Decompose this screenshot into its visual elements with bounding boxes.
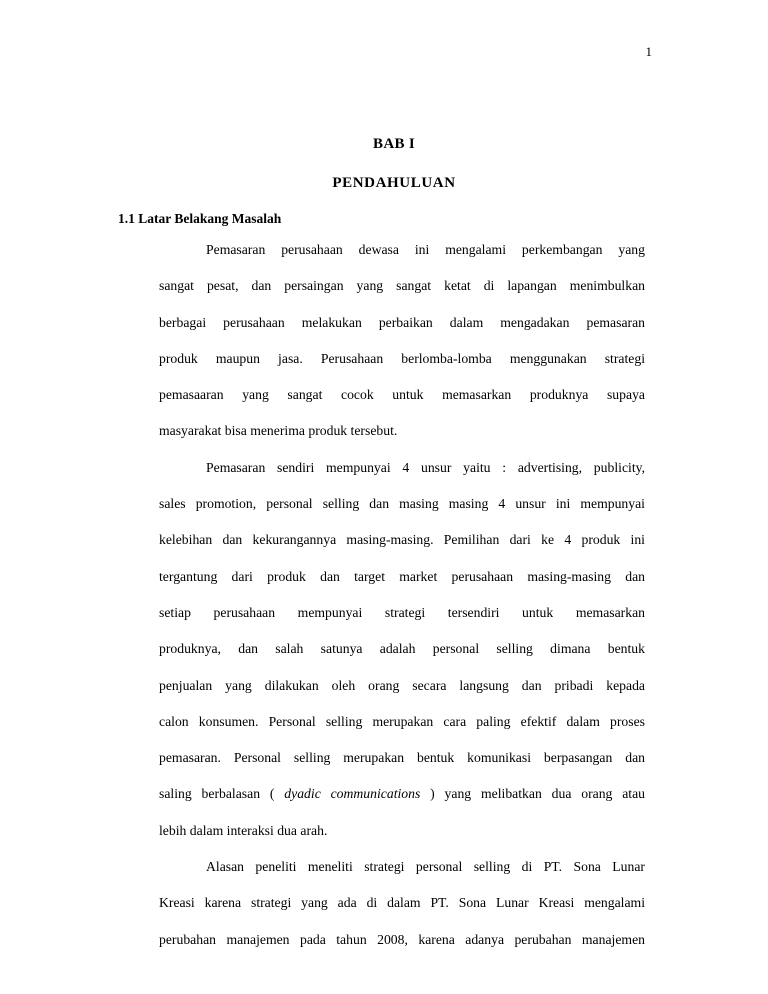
text-line: masyarakat bisa menerima produk tersebut.	[159, 423, 398, 439]
chapter-title: PENDAHULUAN	[332, 175, 456, 191]
text-segment: saling berbalasan (	[159, 786, 285, 802]
paragraph-1	[159, 232, 645, 450]
text-line: penjualan yang dilakukan oleh orang secara langsung dan pribadi kepada	[159, 677, 645, 693]
text-segment: ) yang melibatkan dua orang atau	[420, 786, 646, 802]
text-line: lebih dalam interaksi dua arah.	[159, 822, 328, 838]
text-line: perubahan manajemen pada tahun 2008, karena adanya perubahan manajemen	[159, 931, 645, 947]
paragraph-2	[159, 450, 645, 849]
text-line: sales promotion, personal selling dan masing masing 4 unsur ini mempunyai	[159, 496, 645, 512]
text-line: produk maupun jasa. Perusahaan berlomba-lomba menggunakan strategi	[159, 350, 645, 366]
text-line: pemasaaran yang sangat cocok untuk memasarkan produknya supaya	[159, 387, 645, 403]
page-number: 1	[645, 44, 652, 59]
text-line: tergantung dari produk dan target market perusahaan masing-masing dan	[159, 568, 645, 584]
paragraph-3	[159, 849, 645, 958]
text-line: setiap perusahaan mempunyai strategi tersendiri untuk memasarkan	[159, 604, 645, 620]
body-text	[159, 232, 645, 958]
chapter-number: BAB I	[373, 136, 415, 152]
section-heading: 1.1 Latar Belakang Masalah	[118, 211, 282, 226]
text-line: berbagai perusahaan melakukan perbaikan dalam mengadakan pemasaran	[159, 314, 645, 330]
text-line: calon konsumen. Personal selling merupakan cara paling efektif dalam proses	[159, 713, 645, 729]
text-line: sangat pesat, dan persaingan yang sangat ketat di lapangan menimbulkan	[159, 278, 645, 294]
text-line: pemasaran. Personal selling merupakan bentuk komunikasi berpasangan dan	[159, 750, 645, 766]
italic-term: dyadic communications	[284, 786, 421, 802]
text-line: Pemasaran sendiri mempunyai 4 unsur yaitu : advertising, publicity,	[206, 459, 645, 475]
text-line: Pemasaran perusahaan dewasa ini mengalami perkembangan yang	[206, 242, 645, 257]
text-line: Alasan peneliti meneliti strategi personal selling di PT. Sona Lunar	[206, 859, 645, 875]
text-line: kelebihan dan kekurangannya masing-masing. Pemilihan dari ke 4 produk ini	[159, 532, 645, 548]
text-line: Kreasi karena strategi yang ada di dalam PT. Sona Lunar Kreasi mengalami	[159, 895, 645, 911]
text-line: produknya, dan salah satunya adalah personal selling dimana bentuk	[159, 641, 645, 657]
text-line-with-italic	[159, 776, 645, 812]
